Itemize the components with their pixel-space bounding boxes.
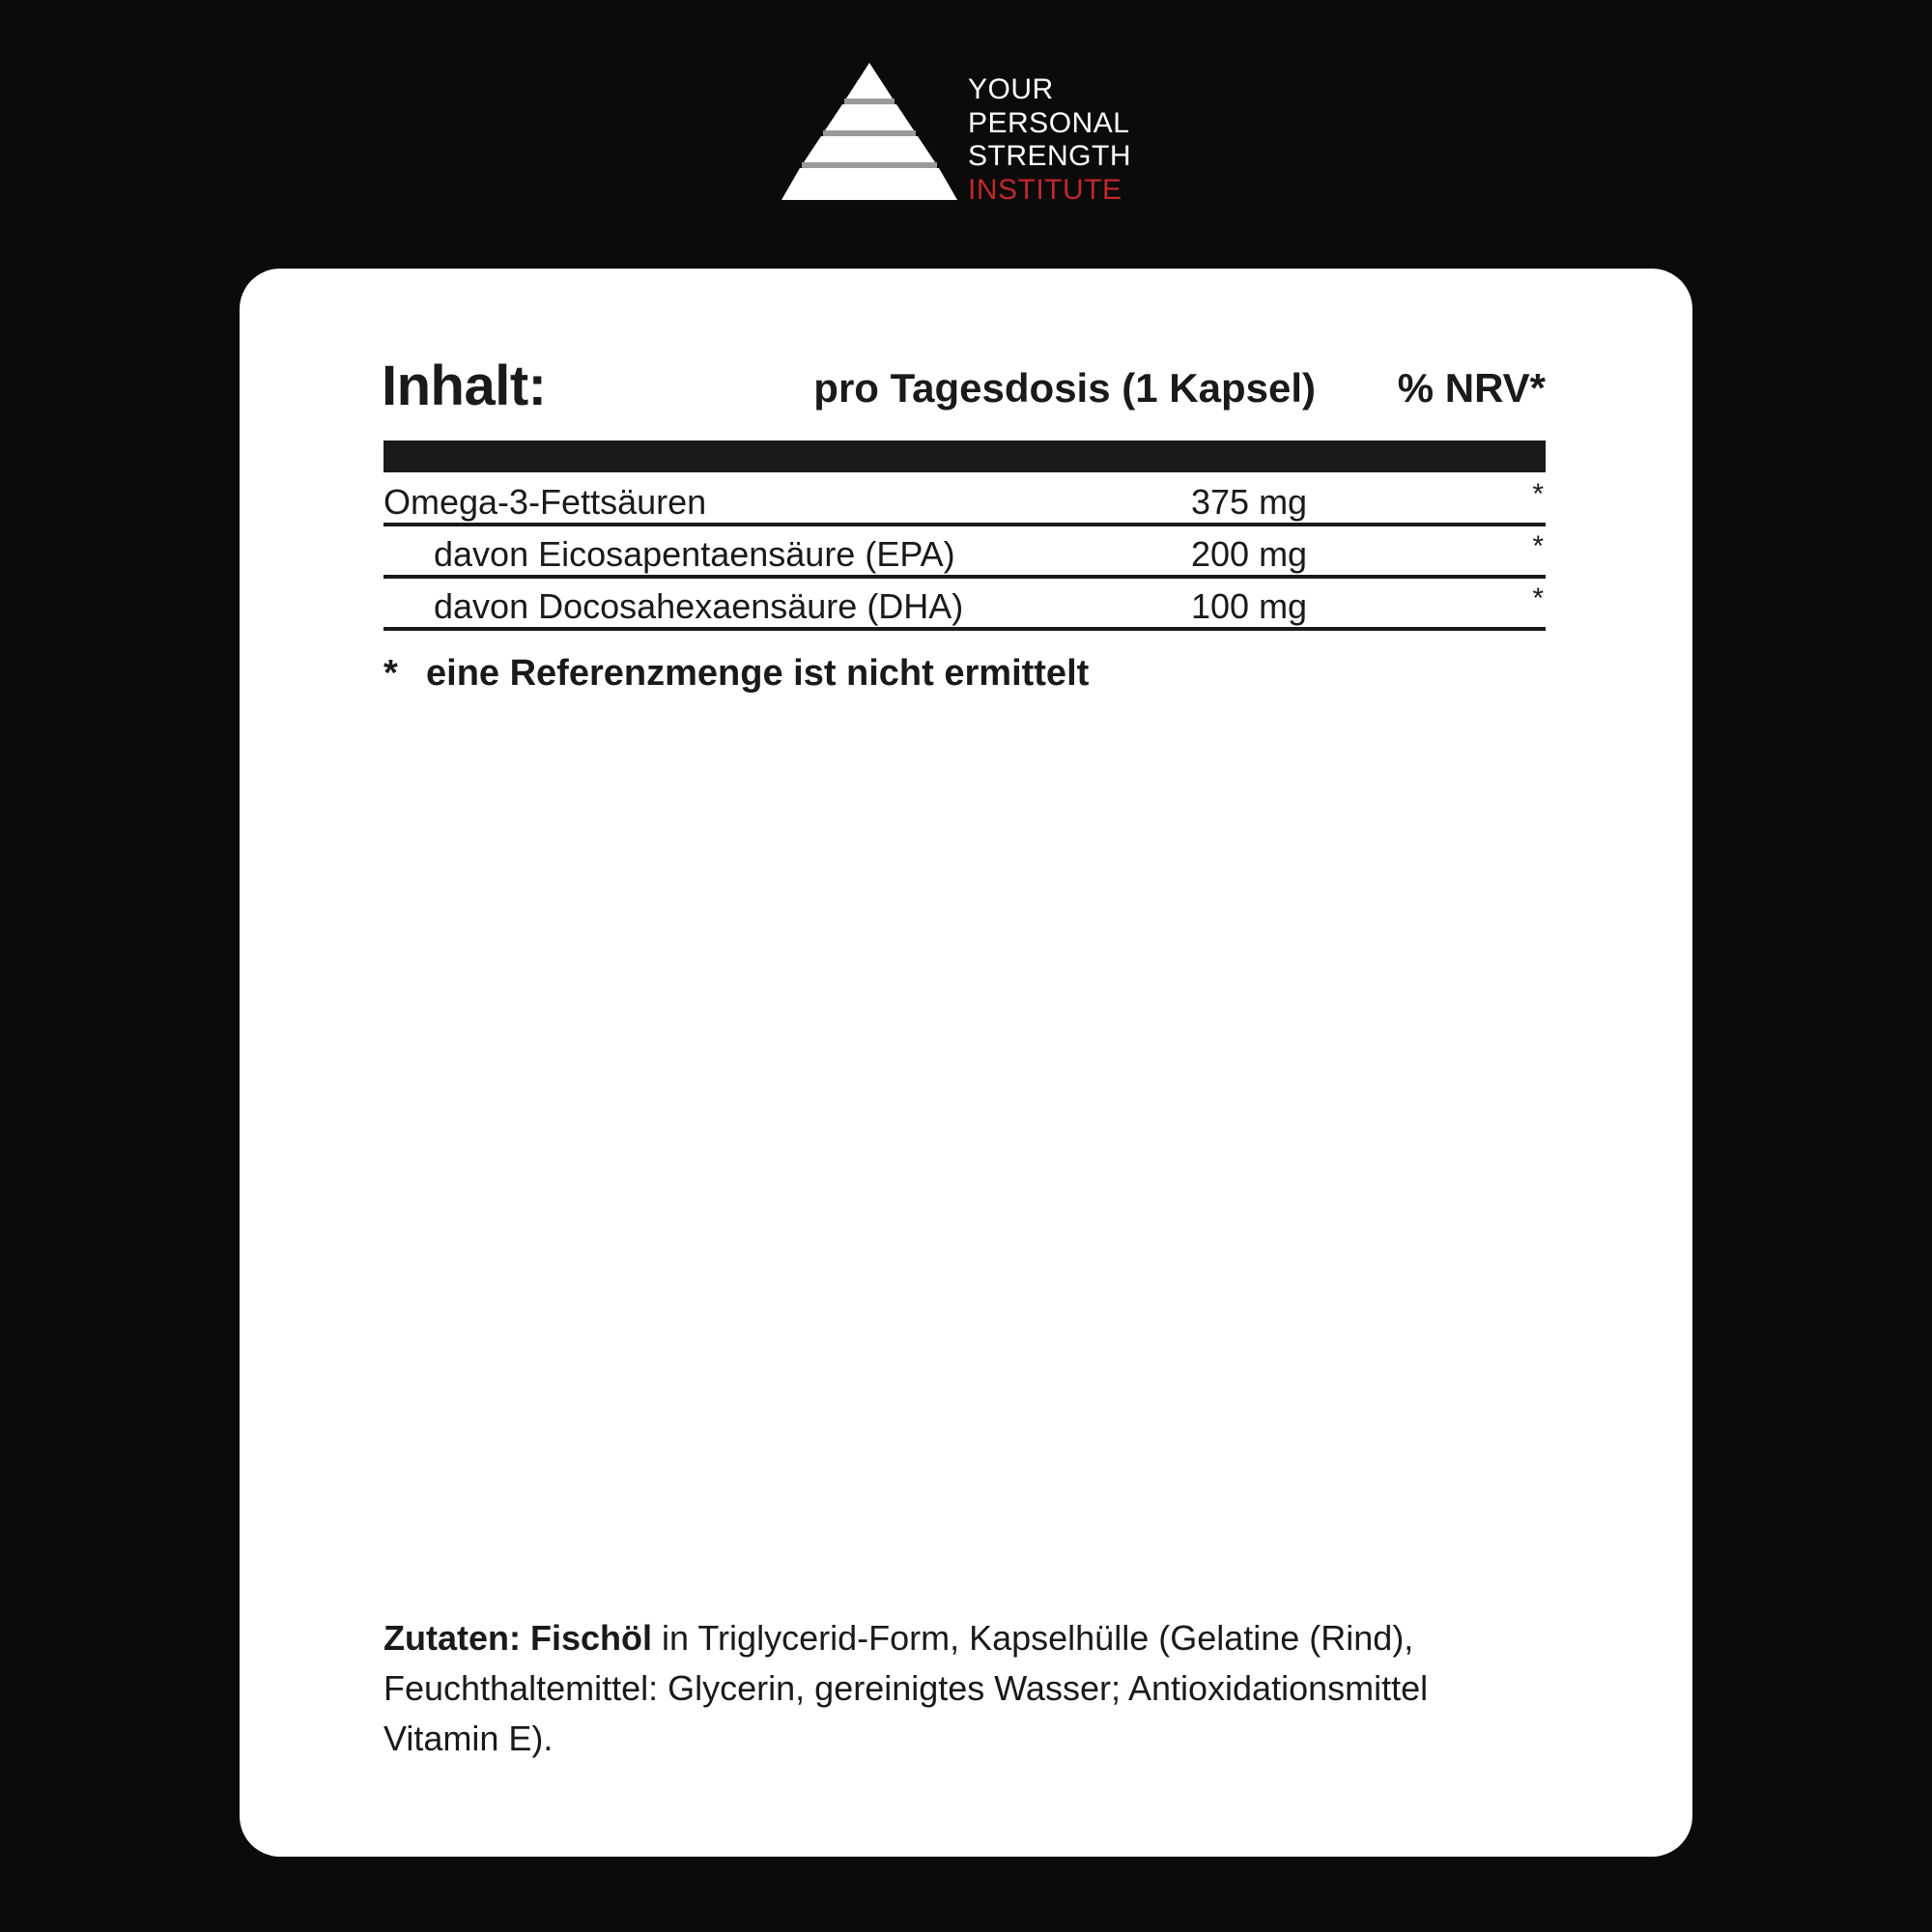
table-row	[384, 474, 1546, 526]
per-dose-header: pro Tagesdosis (1 Kapsel)	[813, 365, 1316, 411]
nutrient-amount: 375 mg	[1191, 482, 1308, 522]
nutrition-title: Inhalt:	[382, 355, 547, 417]
brand-line-4: INSTITUTE	[968, 173, 1122, 206]
ingredients-highlight: Fischöl	[530, 1618, 653, 1658]
nutrient-nrv: *	[1532, 478, 1544, 510]
table-row	[384, 579, 1546, 631]
ingredients-body: in Triglycerid-Form, Kapselhülle (Gelatine (Rind), Feuchthaltemittel: Glycerin, gereinigtes Wasser; Antioxidationsmittel Vitamin E).	[384, 1618, 1429, 1758]
brand-line-3: STRENGTH	[968, 140, 1131, 172]
pyramid-logo-icon	[778, 60, 961, 205]
nutrient-name: davon Eicosapentaensäure (EPA)	[434, 534, 955, 574]
nrv-header: % NRV*	[1397, 365, 1546, 411]
nutrient-name: Omega-3-Fettsäuren	[384, 482, 707, 522]
footnote-text: eine Referenzmenge ist nicht ermittelt	[426, 653, 1090, 694]
brand-line-2: PERSONAL	[968, 106, 1130, 139]
nutrition-table	[384, 474, 1546, 631]
ingredients-label: Zutaten:	[384, 1618, 521, 1658]
nutrient-name: davon Docosahexaensäure (DHA)	[434, 586, 964, 626]
ingredients-text	[384, 1613, 1552, 1764]
nutrient-amount: 100 mg	[1191, 586, 1308, 626]
nutrient-nrv: *	[1532, 530, 1544, 562]
table-row	[384, 526, 1546, 579]
nutrition-label-card	[240, 269, 1692, 1857]
brand-line-1: YOUR	[968, 73, 1054, 105]
nutrient-nrv: *	[1532, 582, 1544, 614]
brand-logo	[778, 60, 1164, 214]
header-divider-bar	[384, 440, 1546, 472]
nutrient-amount: 200 mg	[1191, 534, 1308, 574]
brand-name	[968, 73, 1131, 207]
footnote	[384, 653, 1089, 695]
footnote-marker: *	[384, 653, 398, 694]
